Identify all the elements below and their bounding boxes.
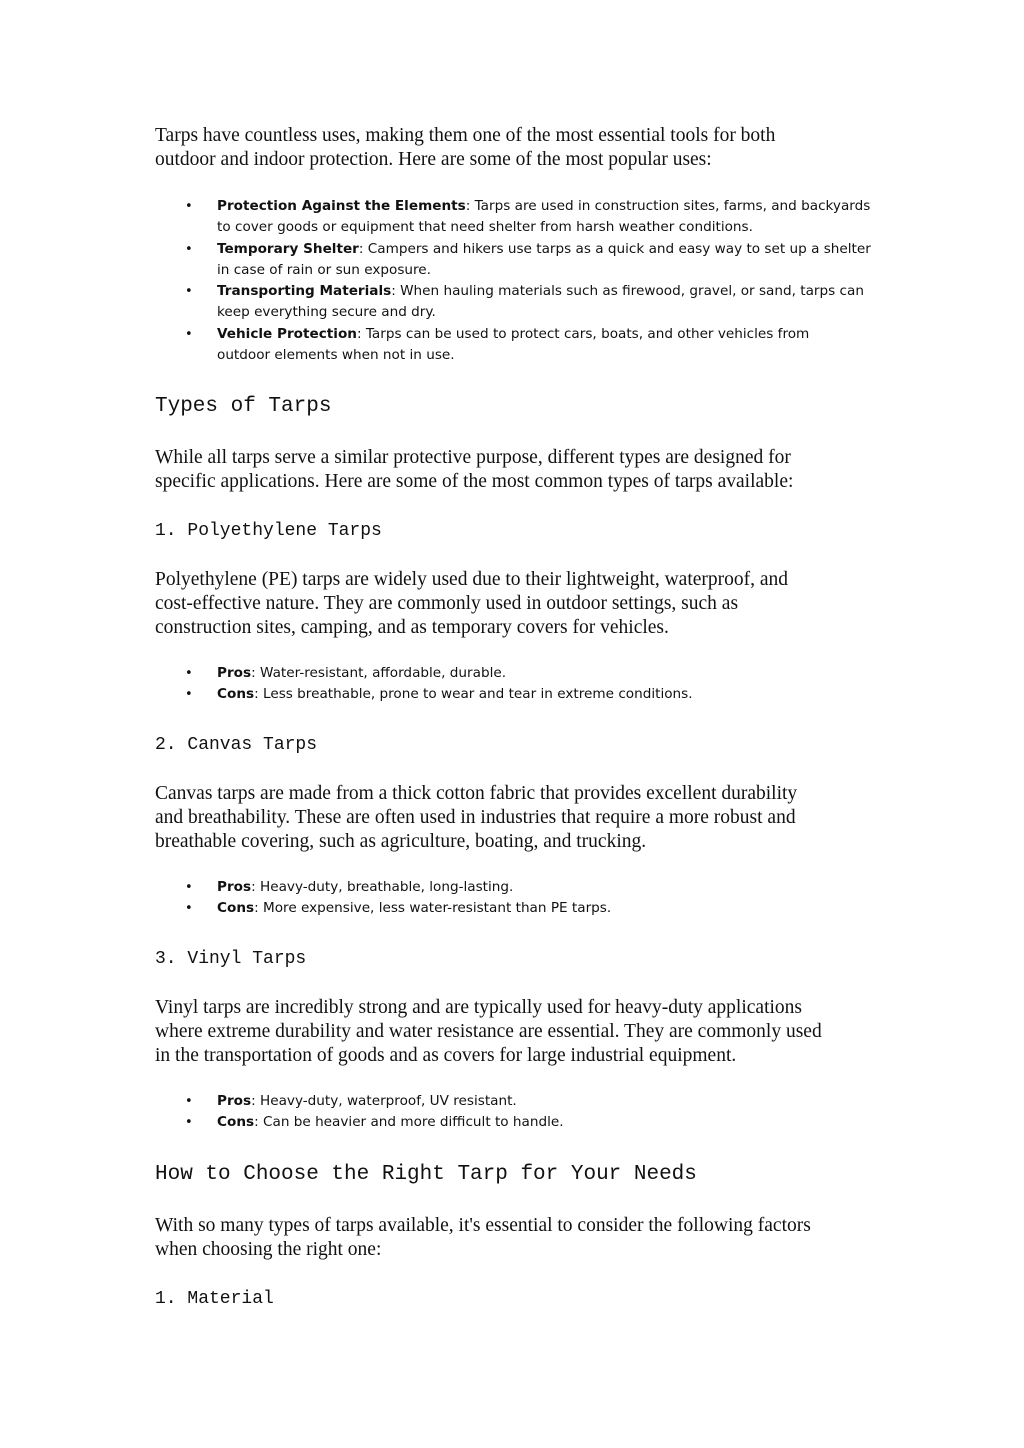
bullet-icon: • — [185, 199, 193, 214]
choose-paragraph — [155, 1214, 875, 1262]
pros-text: : Heavy-duty, waterproof, UV resistant. — [251, 1093, 517, 1109]
use-text: : Tarps can be used to protect cars, boats, and other vehicles from — [356, 325, 810, 342]
use-text: in case of rain or sun exposure. — [217, 261, 431, 278]
poly-paragraph — [155, 568, 875, 640]
use-title: Temporary Shelter — [217, 240, 359, 257]
use-text: outdoor elements when not in use. — [217, 347, 455, 364]
vinyl-line: in the transportation of goods and as covers for large industrial equipment. — [155, 1045, 737, 1066]
vinyl-heading: 3. Vinyl Tarps — [155, 949, 307, 969]
canvas-paragraph — [155, 782, 875, 854]
use-title: Protection Against the Elements — [217, 198, 466, 214]
cons-text: : Can be heavier and more difficult to handle. — [254, 1114, 564, 1131]
poly-heading: 1. Polyethylene Tarps — [155, 521, 382, 541]
pros-label: Pros — [217, 879, 252, 895]
bullet-icon: • — [185, 687, 193, 703]
types-line: specific applications. Here are some of the most common types of tarps available: — [155, 471, 794, 492]
choose-heading: How to Choose the Right Tarp for Your Needs — [155, 1163, 697, 1186]
canvas-pros-cons — [155, 877, 875, 920]
cons-label: Cons — [217, 686, 255, 703]
pros-text: : Water-resistant, affordable, durable. — [251, 665, 507, 681]
list-item-vehicle — [155, 324, 875, 367]
bullet-icon: • — [185, 241, 193, 257]
poly-line: cost-effective nature. They are commonly used in outdoor settings, such as — [155, 593, 739, 614]
use-text: : Tarps are used in construction sites, farms, and backyards — [465, 198, 871, 214]
bullet-icon: • — [185, 284, 193, 300]
canvas-line: breathable covering, such as agriculture, boating, and trucking. — [155, 831, 647, 852]
vinyl-pros-cons — [155, 1091, 875, 1134]
canvas-heading: 2. Canvas Tarps — [155, 735, 318, 755]
canvas-line: Canvas tarps are made from a thick cotton fabric that provides excellent durability — [155, 783, 798, 804]
list-item-pros — [155, 877, 875, 898]
use-text: : Campers and hikers use tarps as a quick and easy way to set up a shelter — [358, 240, 871, 257]
cons-text: : More expensive, less water-resistant than PE tarps. — [254, 900, 612, 917]
bullet-icon: • — [185, 326, 193, 342]
bullet-icon: • — [185, 901, 193, 917]
bullet-icon: • — [185, 1115, 193, 1131]
poly-line: construction sites, camping, and as temporary covers for vehicles. — [155, 617, 669, 638]
choose-line: when choosing the right one: — [155, 1239, 382, 1260]
list-item-shelter — [155, 239, 875, 282]
types-line: While all tarps serve a similar protective purpose, different types are designed for — [155, 447, 791, 468]
canvas-line: and breathability. These are often used in industries that require a more robust and — [155, 807, 796, 828]
material-heading: 1. Material — [155, 1289, 274, 1309]
use-text: : When hauling materials such as firewood, gravel, or sand, tarps can — [391, 283, 864, 300]
vinyl-line: Vinyl tarps are incredibly strong and are typically used for heavy-duty applications — [155, 997, 803, 1018]
bullet-icon: • — [185, 1094, 193, 1109]
list-item-cons — [155, 684, 875, 705]
intro-line: outdoor and indoor protection. Here are some of the most popular uses: — [155, 149, 712, 170]
poly-line: Polyethylene (PE) tarps are widely used due to their lightweight, waterproof, and — [155, 569, 789, 590]
poly-pros-cons — [155, 663, 875, 706]
pros-label: Pros — [217, 665, 252, 681]
list-item-pros — [155, 1091, 875, 1112]
list-item-cons — [155, 898, 875, 919]
use-title: Vehicle Protection — [217, 325, 357, 342]
choose-line: With so many types of tarps available, it's essential to consider the following factors — [155, 1215, 811, 1236]
list-item-cons — [155, 1112, 875, 1133]
use-text: keep everything secure and dry. — [217, 304, 436, 321]
types-paragraph — [155, 446, 875, 494]
cons-label: Cons — [217, 1114, 255, 1131]
list-item-transporting — [155, 281, 875, 324]
list-item-pros — [155, 663, 875, 684]
bullet-icon: • — [185, 666, 193, 681]
vinyl-line: where extreme durability and water resistance are essential. They are commonly used — [155, 1021, 822, 1042]
bullet-icon: • — [185, 880, 193, 895]
use-text: to cover goods or equipment that need shelter from harsh weather conditions. — [217, 219, 753, 236]
pros-label: Pros — [217, 1093, 252, 1109]
list-item-elements — [155, 196, 875, 239]
uses-list — [155, 196, 875, 366]
cons-text: : Less breathable, prone to wear and tear in extreme conditions. — [254, 686, 693, 703]
intro-line: Tarps have countless uses, making them one of the most essential tools for both — [155, 125, 776, 146]
types-heading: Types of Tarps — [155, 395, 332, 418]
intro-paragraph — [155, 124, 875, 172]
cons-label: Cons — [217, 900, 255, 917]
use-title: Transporting Materials — [217, 283, 392, 300]
pros-text: : Heavy-duty, breathable, long-lasting. — [251, 879, 514, 895]
vinyl-paragraph — [155, 996, 875, 1068]
